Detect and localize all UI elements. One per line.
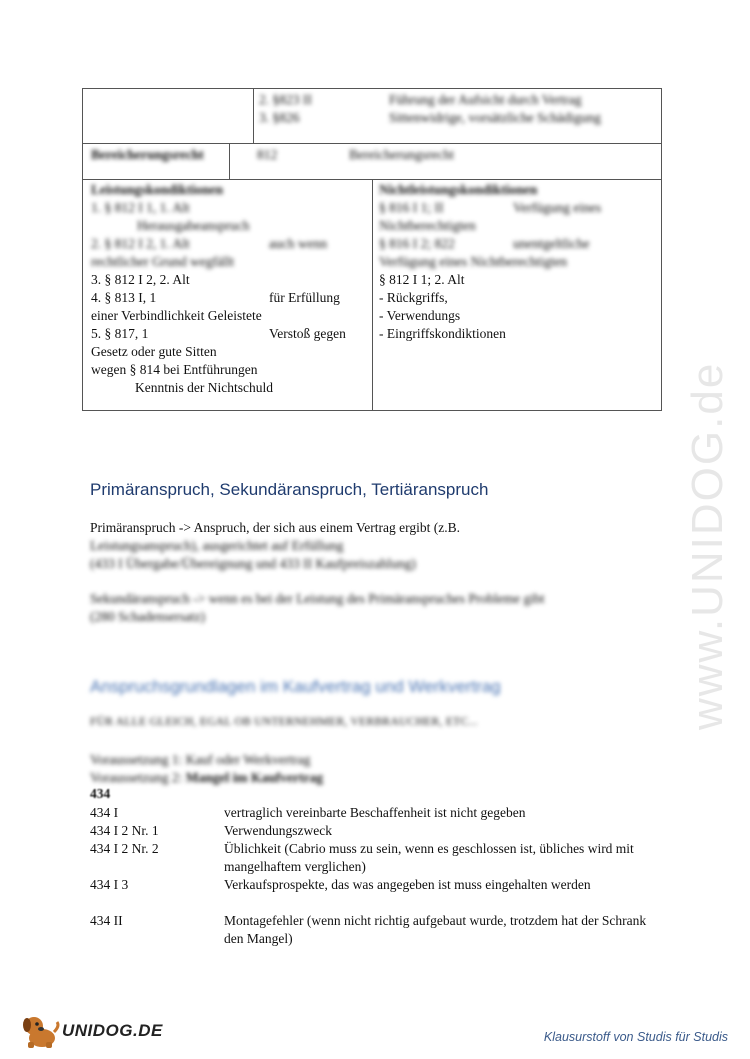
- paragraph-text: vertraglich vereinbarte Beschaffenheit ist nicht gegeben: [224, 805, 526, 820]
- table-cell: für Erfüllung: [269, 290, 340, 305]
- svg-text:www.UNIDOG.de: www.UNIDOG.de: [683, 361, 732, 730]
- table-cell: - Eingriffskondiktionen: [379, 326, 506, 341]
- table-cell: 3. §826: [259, 110, 300, 125]
- paragraph-ref: 434 II: [90, 913, 123, 928]
- table-cell: Bereicherungsrecht: [349, 147, 454, 162]
- table-cell: Kenntnis der Nichtschuld: [135, 380, 273, 395]
- table-cell: einer Verbindlichkeit Geleistete: [91, 308, 262, 323]
- paragraph-ref: 434 I 3: [90, 877, 129, 892]
- table-cell: § 812 I 1; 2. Alt: [379, 272, 465, 287]
- paragraph-ref: 434 I: [90, 805, 119, 820]
- table-cell: 5. § 817, 1: [91, 326, 149, 341]
- table-cell: 4. § 813 I, 1: [91, 290, 157, 305]
- paragraph-text: Montagefehler (wenn nicht richtig aufgebaut wurde, trotzdem hat der Schrank den Mangel): [224, 913, 647, 946]
- column-heading: Nichtleistungskondiktionen: [379, 182, 538, 197]
- table-cell: 812: [257, 147, 278, 162]
- section-heading: Anspruchsgrundlagen im Kaufvertrag und Werkvertrag: [90, 677, 501, 696]
- table-cell: Führung der Aufsicht durch Vertrag: [389, 92, 582, 107]
- table-cell: 2. §823 II: [259, 92, 312, 107]
- table-divider: [229, 143, 230, 179]
- section-heading: Primäranspruch, Sekundäranspruch, Tertiäranspruch: [90, 480, 489, 499]
- condition-line: Voraussetzung 2: Mangel im Kaufvertrag: [90, 770, 323, 785]
- paragraph-line: Primäranspruch -> Anspruch, der sich aus einem Vertrag ergibt (z.B.: [90, 520, 461, 535]
- table-cell: auch wenn: [269, 236, 328, 251]
- dog-icon: [20, 1012, 60, 1050]
- unidog-logo: [20, 1012, 163, 1050]
- paragraph-line: Sekundäranspruch -> wenn es bei der Leistung des Primäranspruches Probleme gibt: [90, 591, 545, 606]
- table-divider: [372, 179, 373, 410]
- table-cell: wegen § 814 bei Entführungen: [91, 362, 258, 377]
- table-cell: Sittenwidrige, vorsätzliche Schädigung: [389, 110, 601, 125]
- table-cell: - Rückgriffs,: [379, 290, 448, 305]
- paragraph-line: Leistungsanspruch), ausgerichtet auf Erfüllung: [90, 538, 344, 553]
- table-cell-label: Bereicherungsrecht: [91, 147, 204, 162]
- table-divider: [253, 89, 254, 143]
- table-divider: [83, 143, 661, 144]
- table-cell: § 816 I 2; 822: [379, 236, 455, 251]
- table-cell: 1. § 812 I 1, 1. Alt: [91, 200, 190, 215]
- paragraph-line: (280 Schadensersatz): [90, 609, 206, 624]
- footer-tagline: Klausurstoff von Studis für Studis: [543, 1030, 728, 1044]
- column-heading: Leistungskondiktionen: [91, 182, 224, 197]
- table-cell: unentgeltliche: [513, 236, 590, 251]
- table-cell: rechtlicher Grund wegfällt: [91, 254, 235, 269]
- paragraph-ref: 434 I 2 Nr. 1: [90, 823, 159, 838]
- table-cell: Nichtberechtigten: [379, 218, 476, 233]
- condition-line: Voraussetzung 1: Kauf oder Werkvertrag: [90, 752, 311, 767]
- paragraph-text: Verkaufsprospekte, das was angegeben ist muss eingehalten werden: [224, 877, 591, 892]
- watermark-text: [660, 280, 750, 740]
- table-cell: - Verwendungs: [379, 308, 461, 323]
- logo-text: UNIDOG.DE: [62, 1021, 163, 1040]
- paragraph-text: Üblichkeit (Cabrio muss zu sein, wenn es geschlossen ist, übliches wird mit mangelhaftem verglichen): [224, 841, 634, 874]
- caps-note: FÜR ALLE GLEICH, EGAL OB UNTERNEHMER, VERBRAUCHER, ETC...: [90, 716, 478, 728]
- table-cell: 3. § 812 I 2, 2. Alt: [91, 272, 190, 287]
- table-cell: Gesetz oder gute Sitten: [91, 344, 217, 359]
- paragraph-line: (433 I Übergabe/Übereignung und 433 II Kaufpreiszahlung): [90, 556, 416, 571]
- table-cell: 2. § 812 I 2, 1. Alt: [91, 236, 190, 251]
- table-cell: § 816 I 1; II: [379, 200, 444, 215]
- paragraph-ref: 434 I 2 Nr. 2: [90, 841, 159, 856]
- section-number: 434: [90, 786, 111, 801]
- law-table: [82, 88, 662, 411]
- table-cell: Herausgabeanspruch: [137, 218, 250, 233]
- table-cell: Verstoß gegen: [269, 326, 346, 341]
- paragraph-text: Verwendungszweck: [224, 823, 332, 838]
- table-cell: Verfügung eines: [513, 200, 602, 215]
- table-cell: Verfügung eines Nichtberechtigten: [379, 254, 568, 269]
